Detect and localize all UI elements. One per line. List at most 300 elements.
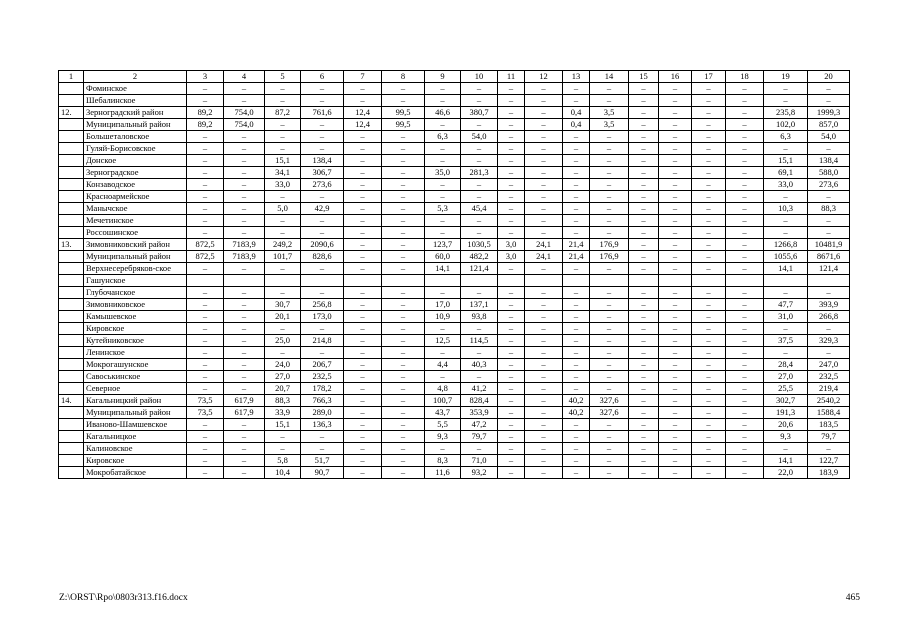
header-cell: 16	[659, 71, 692, 83]
value-cell: –	[692, 263, 726, 275]
value-cell: 12,5	[425, 335, 461, 347]
value-cell: –	[808, 191, 850, 203]
name-cell: Гашунское	[84, 275, 187, 287]
value-cell: 828,6	[301, 251, 344, 263]
value-cell: 20,7	[265, 383, 301, 395]
value-cell: –	[726, 311, 764, 323]
value-cell: –	[265, 83, 301, 95]
value-cell: 24,1	[525, 251, 563, 263]
value-cell: –	[525, 179, 563, 191]
value-cell: –	[692, 407, 726, 419]
value-cell: –	[265, 287, 301, 299]
value-cell: –	[461, 371, 498, 383]
value-cell: 15,1	[265, 155, 301, 167]
value-cell: –	[590, 383, 629, 395]
value-cell: 25,0	[265, 335, 301, 347]
table-row	[59, 335, 850, 347]
value-cell: 54,0	[808, 131, 850, 143]
value-cell: –	[498, 299, 525, 311]
value-cell: –	[726, 167, 764, 179]
value-cell: 47,7	[764, 299, 808, 311]
page-number: 465	[845, 593, 860, 603]
value-cell: –	[590, 311, 629, 323]
value-cell: –	[629, 335, 659, 347]
value-cell: –	[265, 215, 301, 227]
table-row	[59, 227, 850, 239]
value-cell: –	[525, 119, 563, 131]
value-cell: –	[301, 131, 344, 143]
value-cell: –	[629, 407, 659, 419]
value-cell: –	[629, 299, 659, 311]
value-cell: –	[224, 179, 265, 191]
value-cell: –	[301, 263, 344, 275]
value-cell: –	[382, 383, 425, 395]
value-cell: –	[265, 143, 301, 155]
value-cell: 3,5	[590, 107, 629, 119]
value-cell: –	[726, 383, 764, 395]
value-cell: –	[692, 155, 726, 167]
value-cell: –	[498, 311, 525, 323]
table-row	[59, 95, 850, 107]
value-cell: –	[382, 203, 425, 215]
value-cell: 178,2	[301, 383, 344, 395]
value-cell: 30,7	[265, 299, 301, 311]
value-cell: 43,7	[425, 407, 461, 419]
value-cell: –	[187, 227, 224, 239]
header-cell: 13	[563, 71, 590, 83]
value-cell: –	[187, 467, 224, 479]
value-cell: –	[659, 359, 692, 371]
value-cell: –	[692, 395, 726, 407]
value-cell: –	[659, 455, 692, 467]
value-cell: –	[525, 455, 563, 467]
value-cell: 588,0	[808, 167, 850, 179]
value-cell: –	[498, 371, 525, 383]
value-cell: –	[764, 323, 808, 335]
value-cell: –	[382, 167, 425, 179]
header-cell: 12	[525, 71, 563, 83]
name-cell: Большеталовское	[84, 131, 187, 143]
value-cell: –	[525, 299, 563, 311]
name-cell: Кировское	[84, 455, 187, 467]
value-cell: 266,8	[808, 311, 850, 323]
value-cell: –	[224, 299, 265, 311]
value-cell: –	[629, 347, 659, 359]
value-cell: –	[382, 299, 425, 311]
value-cell: –	[563, 83, 590, 95]
value-cell: –	[692, 371, 726, 383]
value-cell: –	[498, 83, 525, 95]
value-cell: –	[563, 95, 590, 107]
value-cell: –	[498, 407, 525, 419]
value-cell: –	[726, 347, 764, 359]
value-cell: 73,5	[187, 407, 224, 419]
value-cell	[301, 275, 344, 287]
value-cell: –	[265, 431, 301, 443]
value-cell: –	[590, 263, 629, 275]
value-cell: –	[344, 371, 382, 383]
header-cell: 4	[224, 71, 265, 83]
value-cell: –	[590, 323, 629, 335]
value-cell: –	[659, 191, 692, 203]
value-cell: 15,1	[265, 419, 301, 431]
value-cell: –	[590, 347, 629, 359]
value-cell: 327,6	[590, 407, 629, 419]
value-cell: –	[726, 251, 764, 263]
row-number-cell: 12.	[59, 107, 84, 119]
value-cell: –	[187, 83, 224, 95]
value-cell	[265, 275, 301, 287]
value-cell: –	[344, 131, 382, 143]
value-cell: 138,4	[301, 155, 344, 167]
value-cell: –	[498, 107, 525, 119]
name-cell: Красноармейское	[84, 191, 187, 203]
value-cell: –	[659, 395, 692, 407]
name-cell: Иваново-Шамшевское	[84, 419, 187, 431]
value-cell: –	[187, 299, 224, 311]
value-cell: –	[692, 335, 726, 347]
value-cell: –	[187, 155, 224, 167]
value-cell: –	[425, 371, 461, 383]
value-cell: –	[344, 407, 382, 419]
value-cell: –	[265, 191, 301, 203]
value-cell: –	[224, 371, 265, 383]
value-cell: –	[563, 347, 590, 359]
header-cell: 14	[590, 71, 629, 83]
value-cell: –	[726, 419, 764, 431]
value-cell: –	[498, 395, 525, 407]
value-cell: 14,1	[425, 263, 461, 275]
value-cell: 2090,6	[301, 239, 344, 251]
value-cell: –	[224, 167, 265, 179]
value-cell: –	[525, 347, 563, 359]
name-cell: Фоминское	[84, 83, 187, 95]
value-cell: –	[224, 95, 265, 107]
value-cell: 8671,6	[808, 251, 850, 263]
value-cell: –	[726, 299, 764, 311]
value-cell: –	[344, 227, 382, 239]
row-number-cell	[59, 263, 84, 275]
value-cell: 7183,9	[224, 239, 265, 251]
value-cell: 35,0	[425, 167, 461, 179]
name-cell: Верхнесеребряков-ское	[84, 263, 187, 275]
value-cell: –	[590, 143, 629, 155]
row-number-cell	[59, 443, 84, 455]
value-cell: –	[461, 155, 498, 167]
value-cell: 20,6	[764, 419, 808, 431]
value-cell: –	[659, 239, 692, 251]
value-cell: –	[265, 95, 301, 107]
value-cell: –	[498, 467, 525, 479]
value-cell: –	[498, 383, 525, 395]
value-cell: –	[525, 83, 563, 95]
value-cell: –	[344, 299, 382, 311]
value-cell: –	[563, 167, 590, 179]
value-cell: –	[659, 107, 692, 119]
name-cell: Савоськинское	[84, 371, 187, 383]
value-cell: –	[187, 359, 224, 371]
name-cell: Манычское	[84, 203, 187, 215]
value-cell: –	[629, 143, 659, 155]
value-cell: –	[726, 95, 764, 107]
value-cell: –	[659, 311, 692, 323]
value-cell: –	[808, 347, 850, 359]
row-number-cell	[59, 227, 84, 239]
value-cell: –	[629, 467, 659, 479]
value-cell: –	[461, 191, 498, 203]
value-cell: 9,3	[425, 431, 461, 443]
table-row	[59, 467, 850, 479]
value-cell: –	[563, 227, 590, 239]
value-cell: –	[726, 395, 764, 407]
value-cell: 21,4	[563, 239, 590, 251]
value-cell: 4,8	[425, 383, 461, 395]
value-cell: 137,1	[461, 299, 498, 311]
value-cell: –	[224, 323, 265, 335]
value-cell	[808, 275, 850, 287]
value-cell: –	[425, 179, 461, 191]
value-cell: –	[629, 311, 659, 323]
value-cell: –	[224, 287, 265, 299]
value-cell: –	[692, 107, 726, 119]
value-cell: –	[461, 287, 498, 299]
value-cell: 87,2	[265, 107, 301, 119]
value-cell: –	[692, 119, 726, 131]
value-cell: –	[344, 395, 382, 407]
value-cell: 256,8	[301, 299, 344, 311]
value-cell: –	[187, 335, 224, 347]
value-cell: –	[425, 143, 461, 155]
value-cell: 31,0	[764, 311, 808, 323]
value-cell: 289,0	[301, 407, 344, 419]
value-cell: –	[726, 179, 764, 191]
value-cell: –	[425, 83, 461, 95]
value-cell: 6,3	[425, 131, 461, 143]
value-cell: –	[301, 143, 344, 155]
value-cell: –	[563, 191, 590, 203]
value-cell: –	[344, 311, 382, 323]
value-cell: –	[692, 167, 726, 179]
table-row	[59, 215, 850, 227]
value-cell: –	[265, 131, 301, 143]
value-cell: –	[692, 203, 726, 215]
value-cell: –	[498, 455, 525, 467]
value-cell: –	[382, 227, 425, 239]
value-cell: –	[590, 203, 629, 215]
name-cell: Мечетинское	[84, 215, 187, 227]
value-cell: 10481,9	[808, 239, 850, 251]
value-cell	[590, 275, 629, 287]
value-cell: 5,8	[265, 455, 301, 467]
value-cell: –	[224, 347, 265, 359]
value-cell: –	[461, 323, 498, 335]
value-cell: –	[590, 227, 629, 239]
name-cell: Муниципальный район	[84, 119, 187, 131]
value-cell: 0,4	[563, 107, 590, 119]
table-row	[59, 443, 850, 455]
value-cell: –	[525, 203, 563, 215]
value-cell: –	[498, 179, 525, 191]
value-cell: –	[764, 215, 808, 227]
value-cell: –	[659, 83, 692, 95]
value-cell: 100,7	[425, 395, 461, 407]
value-cell: –	[629, 371, 659, 383]
value-cell: 219,4	[808, 383, 850, 395]
value-cell: –	[659, 299, 692, 311]
value-cell: –	[498, 359, 525, 371]
value-cell: –	[808, 143, 850, 155]
value-cell: –	[590, 467, 629, 479]
value-cell: –	[659, 335, 692, 347]
value-cell: 281,3	[461, 167, 498, 179]
value-cell: 121,4	[808, 263, 850, 275]
value-cell: –	[382, 155, 425, 167]
value-cell: 206,7	[301, 359, 344, 371]
value-cell: –	[726, 407, 764, 419]
value-cell: –	[344, 287, 382, 299]
value-cell: –	[344, 419, 382, 431]
value-cell: –	[525, 227, 563, 239]
value-cell: –	[344, 203, 382, 215]
value-cell: –	[224, 191, 265, 203]
row-number-cell	[59, 467, 84, 479]
table-row	[59, 179, 850, 191]
value-cell: –	[692, 251, 726, 263]
value-cell: 327,6	[590, 395, 629, 407]
value-cell: 249,2	[265, 239, 301, 251]
value-cell: –	[382, 347, 425, 359]
value-cell: –	[301, 227, 344, 239]
value-cell: –	[461, 143, 498, 155]
value-cell: –	[224, 467, 265, 479]
value-cell: –	[692, 287, 726, 299]
value-cell: –	[629, 287, 659, 299]
row-number-cell	[59, 275, 84, 287]
value-cell: –	[344, 239, 382, 251]
value-cell: –	[692, 299, 726, 311]
value-cell: 353,9	[461, 407, 498, 419]
value-cell: 79,7	[461, 431, 498, 443]
value-cell: –	[726, 203, 764, 215]
value-cell: 329,3	[808, 335, 850, 347]
value-cell: 766,3	[301, 395, 344, 407]
value-cell: –	[301, 347, 344, 359]
value-cell: –	[498, 95, 525, 107]
value-cell: –	[659, 371, 692, 383]
value-cell: –	[629, 95, 659, 107]
value-cell: –	[461, 83, 498, 95]
value-cell: –	[629, 155, 659, 167]
value-cell: –	[590, 131, 629, 143]
value-cell: –	[659, 419, 692, 431]
table-row	[59, 131, 850, 143]
value-cell: 872,5	[187, 251, 224, 263]
value-cell: –	[726, 155, 764, 167]
name-cell: Глубочанское	[84, 287, 187, 299]
value-cell: –	[187, 143, 224, 155]
value-cell: 5,0	[265, 203, 301, 215]
value-cell	[692, 275, 726, 287]
value-cell: –	[659, 263, 692, 275]
value-cell: –	[344, 431, 382, 443]
value-cell: 7183,9	[224, 251, 265, 263]
value-cell: 27,0	[265, 371, 301, 383]
value-cell: –	[692, 455, 726, 467]
value-cell: –	[224, 143, 265, 155]
value-cell: –	[461, 95, 498, 107]
table-body	[59, 71, 850, 479]
value-cell: –	[382, 395, 425, 407]
value-cell: 93,2	[461, 467, 498, 479]
value-cell: –	[629, 239, 659, 251]
row-number-cell	[59, 347, 84, 359]
value-cell: –	[425, 95, 461, 107]
value-cell: –	[808, 83, 850, 95]
value-cell: –	[563, 263, 590, 275]
value-cell: –	[563, 203, 590, 215]
value-cell: 5,3	[425, 203, 461, 215]
row-number-cell	[59, 179, 84, 191]
row-number-cell	[59, 83, 84, 95]
table-row	[59, 251, 850, 263]
value-cell: –	[525, 323, 563, 335]
value-cell: –	[808, 323, 850, 335]
value-cell: –	[224, 419, 265, 431]
value-cell: –	[382, 323, 425, 335]
name-cell: Кагальницкий район	[84, 395, 187, 407]
value-cell: 302,7	[764, 395, 808, 407]
name-cell: Ленинское	[84, 347, 187, 359]
value-cell: –	[187, 431, 224, 443]
value-cell: 761,6	[301, 107, 344, 119]
value-cell: –	[659, 119, 692, 131]
value-cell: –	[659, 467, 692, 479]
row-number-cell	[59, 299, 84, 311]
value-cell: –	[498, 131, 525, 143]
header-cell: 11	[498, 71, 525, 83]
name-cell: Камышевское	[84, 311, 187, 323]
value-cell: 247,0	[808, 359, 850, 371]
value-cell: –	[498, 287, 525, 299]
value-cell: –	[382, 263, 425, 275]
header-cell: 10	[461, 71, 498, 83]
value-cell: –	[726, 467, 764, 479]
header-cell: 19	[764, 71, 808, 83]
value-cell: –	[525, 167, 563, 179]
value-cell	[382, 275, 425, 287]
value-cell: –	[498, 227, 525, 239]
value-cell: 232,5	[301, 371, 344, 383]
value-cell: –	[461, 347, 498, 359]
value-cell: –	[726, 239, 764, 251]
value-cell: –	[692, 143, 726, 155]
value-cell: –	[301, 119, 344, 131]
value-cell: 101,7	[265, 251, 301, 263]
name-cell: Донское	[84, 155, 187, 167]
value-cell: 122,7	[808, 455, 850, 467]
row-number-cell	[59, 419, 84, 431]
value-cell: –	[525, 263, 563, 275]
value-cell: 71,0	[461, 455, 498, 467]
row-number-cell	[59, 371, 84, 383]
value-cell: –	[187, 263, 224, 275]
value-cell: –	[224, 227, 265, 239]
value-cell: –	[301, 83, 344, 95]
value-cell: –	[563, 143, 590, 155]
value-cell: –	[344, 83, 382, 95]
value-cell: –	[382, 239, 425, 251]
value-cell: –	[764, 443, 808, 455]
